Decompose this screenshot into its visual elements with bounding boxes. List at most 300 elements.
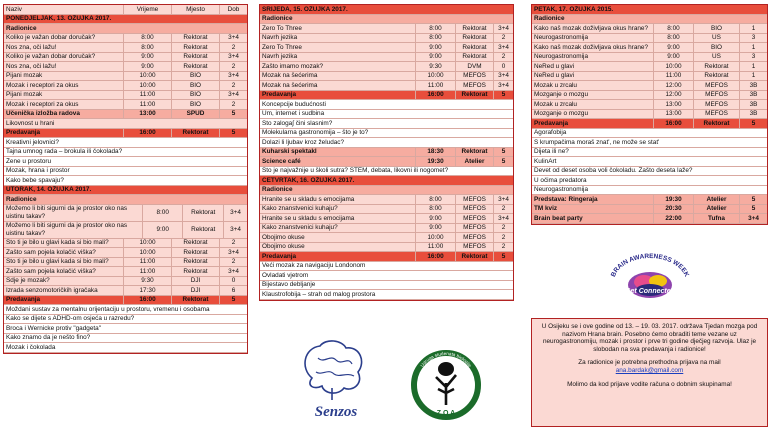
event-name: Mozak na šećerima [262,81,318,89]
event-time: 11:00 [653,72,693,81]
section-heading [532,15,767,25]
day-heading [532,5,767,15]
table-row [532,53,767,63]
table-row [260,252,513,262]
event-name: Kreativni jelovnici? [6,138,59,146]
table-row [260,233,513,243]
header-name: Naziv [6,5,22,13]
event-time: 9:00 [415,53,455,62]
event-place: BIO [171,91,219,100]
event-name: Moždani sustav za mentalnu orijentaciju u prostoru, vremenu i osobama [6,305,210,313]
event-age: 3+4 [739,214,767,223]
event-name: Kako znanstvenici kuhaju? [262,205,338,213]
event-time: 9:00 [123,62,171,71]
event-age: 5 [493,157,513,166]
event-name: Koncepcije budućnosti [262,100,326,108]
event-place: Atelier [693,205,739,214]
table-row [4,296,247,306]
event-age: 5 [219,110,247,119]
event-name: Brain beat party [534,214,583,222]
event-age: 3+4 [493,214,513,223]
event-place: UŠ [693,53,739,62]
event-time: 22:00 [653,214,693,223]
brain-awareness-week-logo [604,252,696,304]
event-name: Žene u prostoru [6,157,52,165]
event-place: MEFOS [693,110,739,119]
table-row [260,195,513,205]
event-place: BIO [171,72,219,81]
event-name: Zero To Three [262,43,302,51]
event-name: S krumpačima moraš znat', ne može se stat' [534,138,660,146]
info-box [531,318,768,427]
table-row [260,72,513,82]
event-time: 16:00 [415,91,455,100]
event-place: MEFOS [455,81,493,90]
event-name: Agorafobija [534,129,567,137]
event-name: Devet od deset osoba voli čokoladu. Zašto deseta laže? [534,167,693,175]
event-time: 8:00 [123,34,171,43]
event-name: Um, internet i sudbina [262,110,325,118]
event-place: Rektorat [171,34,219,43]
table-row [532,195,767,205]
event-age: 3+4 [219,267,247,276]
event-name: Zero To Three [262,24,302,32]
event-age: 6 [219,286,247,295]
event-name: Bijestavo debljanje [262,281,316,289]
lecture-title [532,167,767,177]
lecture-title [260,129,513,139]
table-row [532,214,767,224]
event-time: 10:00 [123,72,171,81]
event-age: 3B [739,81,767,90]
event-time: 13:00 [653,110,693,119]
event-name: SRIJEDA, 15. OŽUJKA 2017. [262,5,348,13]
event-name: ČETVRTAK, 16. OŽUJKA 2017. [262,176,355,184]
event-name: Možemo li biti sigurni da je prostor oko nas uistinu takav? [6,205,128,220]
event-time: 8:00 [415,34,455,43]
header-time: Vrijeme [123,5,171,14]
event-age: 3+4 [219,72,247,81]
event-time: 8:00 [415,205,455,214]
event-time: 10:00 [123,81,171,90]
table-row [260,24,513,34]
lecture-title [532,186,767,196]
event-age: 2 [493,233,513,242]
lecture-title [4,138,247,148]
event-age: 3B [739,110,767,119]
event-time: 9:30 [123,277,171,286]
event-time: 13:00 [653,100,693,109]
event-name: Zašto sam pojela kolačić viška? [6,267,96,275]
event-age: 3 [739,53,767,62]
event-age: 1 [739,24,767,33]
event-place: MEFOS [455,195,493,204]
event-age: 1 [739,62,767,71]
lecture-title [532,157,767,167]
event-name: Neurogastronomija [534,34,588,42]
event-age: 2 [219,258,247,267]
event-place: Rektorat [693,62,739,71]
table-row [4,239,247,249]
event-age: 2 [219,62,247,71]
event-place: Rektorat [455,252,493,261]
event-place: Rektorat [171,267,219,276]
event-time: 11:00 [123,100,171,109]
event-name: Navrh jezika [262,53,298,61]
table-header [4,5,247,15]
event-time: 16:00 [123,129,171,138]
event-name: Izrada senzomotoričkih igračaka [6,286,98,294]
section-heading [260,15,513,25]
event-place: Rektorat [171,43,219,52]
lecture-title [532,176,767,186]
event-time: 9:00 [415,224,455,233]
event-age: 0 [219,277,247,286]
event-age: 5 [739,205,767,214]
table-row [4,248,247,258]
event-name: Sdje je mozak? [6,277,50,285]
event-age: 2 [493,205,513,214]
event-place: Rektorat [455,53,493,62]
schedule-friday [531,4,768,225]
event-name: PONEDJELJAK, 13. OŽUJKA 2017. [6,15,112,23]
lecture-title [4,315,247,325]
table-row [532,91,767,101]
event-place: BIO [171,81,219,90]
event-age: 3+4 [219,91,247,100]
day-heading [260,5,513,15]
event-time: 8:00 [653,24,693,33]
event-place: Tufna [693,214,739,223]
event-place: Rektorat [182,205,223,221]
event-name: Likovnost u hrani [6,119,55,127]
table-row [4,100,247,110]
event-age: 3+4 [493,24,513,33]
event-time: 18:30 [415,148,455,157]
event-place: MEFOS [455,243,493,252]
zoa-logo [410,343,482,428]
table-row [532,81,767,91]
event-age: 2 [493,34,513,43]
event-name: Predstava: Ringeraja [534,195,598,203]
table-row [260,62,513,72]
event-age: 3+4 [493,81,513,90]
table-row [532,43,767,53]
event-name: Koliko je važan dobar doručak? [6,34,96,42]
event-age: 3+4 [493,195,513,204]
lecture-title [260,167,513,177]
table-row [4,205,247,222]
event-name: Hranite se u skladu s emocijama [262,195,355,203]
table-row [4,34,247,44]
event-time: 11:00 [123,258,171,267]
event-place: UŠ [693,34,739,43]
event-age: 5 [219,296,247,305]
event-place: Rektorat [171,129,219,138]
event-name: Ovladati vjetrom [262,271,309,279]
event-name: Mozganje o mozgu [534,110,588,118]
event-age: 2 [219,239,247,248]
event-place: Rektorat [171,296,219,305]
event-name: Kako naš mozak doživljava okus hrane? [534,43,649,51]
event-place: Rektorat [455,34,493,43]
event-place: MEFOS [455,72,493,81]
day-heading [4,186,247,196]
event-name: Obojimo okuse [262,243,305,251]
lecture-title [4,148,247,158]
event-time: 8:00 [142,205,183,221]
event-time: 19:30 [415,157,455,166]
zoa-ring-text: Udruga studenata biologije [419,350,473,369]
lecture-title [532,148,767,158]
event-name: Navrh jezika [262,34,298,42]
event-age: 5 [219,129,247,138]
table-row [4,91,247,101]
event-name: Radionice [534,15,565,23]
table-row [260,81,513,91]
day-heading [4,15,247,25]
event-place: Rektorat [171,239,219,248]
event-name: Što je najvažnije u školi sutra? STEM, debata, likovni ili nogomet? [262,167,449,175]
event-time: 10:00 [123,248,171,257]
event-name: Mozak i receptori za okus [6,100,79,108]
event-place: Atelier [693,195,739,204]
table-row [260,157,513,167]
event-age: 1 [739,72,767,81]
event-place: Rektorat [455,24,493,33]
event-place: DJI [171,286,219,295]
lecture-title [4,167,247,177]
event-name: UTORAK, 14. OŽUJKA 2017. [6,186,92,194]
event-place: DVM [455,62,493,71]
table-row [4,72,247,82]
table-row [4,258,247,268]
event-place: Rektorat [171,62,219,71]
baw-arc-text: BRAIN AWARENESS WEEK [610,252,690,279]
lecture-title [4,343,247,353]
event-time: 19:30 [653,195,693,204]
event-time: 16:00 [653,119,693,128]
event-place: MEFOS [455,233,493,242]
email-link[interactable]: ana.bardak@gmail.com [615,366,684,374]
event-age: 5 [739,119,767,128]
event-name: Dolazi li ljubav kroz želudac? [262,138,345,146]
event-age: 3+4 [219,34,247,43]
table-row [260,243,513,253]
event-name: Predavanja [262,91,297,99]
event-time: 9:00 [142,222,183,238]
lecture-title [260,138,513,148]
event-place: BIO [171,100,219,109]
event-name: KulinArt [534,157,557,165]
event-name: NeRed u glavi [534,62,575,70]
event-age: 1 [739,43,767,52]
table-row [4,286,247,296]
event-place: BIO [693,24,739,33]
event-place: MEFOS [693,81,739,90]
event-age: 5 [493,148,513,157]
lecture-title [4,157,247,167]
event-time: 11:00 [415,243,455,252]
lecture-title [260,110,513,120]
event-age: 3+4 [223,205,247,221]
event-name: Radionice [262,186,293,194]
event-place: Rektorat [693,72,739,81]
baw-slogan: Get Connected [625,288,675,295]
table-row [4,267,247,277]
event-time: 8:00 [415,24,455,33]
lecture-title [4,324,247,334]
event-place: Rektorat [171,248,219,257]
event-time: 9:00 [653,53,693,62]
event-name: Kako bebe spavaju? [6,176,64,184]
event-name: Obojimo okuse [262,233,305,241]
table-row [260,224,513,234]
event-place: MEFOS [455,214,493,223]
table-row [260,91,513,101]
table-row [4,277,247,287]
section-heading [4,195,247,205]
event-time: 12:00 [653,91,693,100]
table-row [532,72,767,82]
table-row [532,100,767,110]
event-name: Zašto sam pojela kolačić viška? [6,248,96,256]
event-name: PETAK, 17. OŽUJKA 2015. [534,5,614,13]
table-row [260,34,513,44]
event-time: 13:00 [123,110,171,119]
event-age: 5 [493,252,513,261]
event-age: 2 [493,243,513,252]
event-name: Science café [262,157,301,165]
event-place: BIO [693,43,739,52]
event-name: Učenička izložba radova [6,110,80,118]
event-name: Mozak u zrcalu [534,81,577,89]
event-name: Mozak i receptori za okus [6,81,79,89]
event-name: Mozak u zrcalu [534,100,577,108]
event-age: 2 [219,43,247,52]
event-age: 3B [739,100,767,109]
event-name: Nos zna, oči lažu! [6,43,57,51]
event-time: 20:30 [653,205,693,214]
lecture-title [260,290,513,300]
table-row [532,62,767,72]
event-name: Pijani mozak [6,91,43,99]
event-time: 16:00 [123,296,171,305]
table-row [532,34,767,44]
event-time: 8:00 [653,34,693,43]
event-time: 11:00 [123,267,171,276]
event-time: 9:00 [123,53,171,62]
event-age: 3+4 [219,53,247,62]
header-age: Dob [219,5,247,14]
event-age: 0 [493,62,513,71]
event-name: Nos zna, oči lažu! [6,62,57,70]
event-age: 2 [219,100,247,109]
section-heading [260,186,513,196]
lecture-title [4,305,247,315]
lecture-title [260,271,513,281]
event-name: Radionice [262,15,293,23]
lecture-title [4,176,247,186]
event-place: Rektorat [455,91,493,100]
event-age: 2 [219,81,247,90]
event-name: Možemo li biti sigurni da je prostor oko nas uistinu takav? [6,222,128,237]
table-row [532,24,767,34]
event-time: 10:00 [415,233,455,242]
event-place: Rektorat [171,53,219,62]
event-name: Mozganje o mozgu [534,91,588,99]
event-name: Koliko je važan dobar doručak? [6,53,96,61]
event-place: Rektorat [182,222,223,238]
table-row [4,81,247,91]
event-name: Što ti je bilo u glavi kada si bio mali? [6,239,109,247]
event-name: Neurogastronomija [534,186,588,194]
event-name: Kako znanstvenici kuhaju? [262,224,338,232]
event-name: Što ti je bilo u glavi kada si bio mali? [6,258,109,266]
info-intro: U Osijeku se i ove godine od 13. – 19. 03. 2017. održava Tjedan mozga pod nazivom Hrana brain. Posebno ćemo obraditi teme vezane uz neurogastronomiju, mozak i prostor i prve tri godine dječjeg razvoja. Ulaz je slobodan na sva predavanja i radionice! [541,323,758,353]
event-place: SPUD [171,110,219,119]
event-time: 8:00 [415,195,455,204]
table-row [4,222,247,239]
lecture-title [532,129,767,139]
lecture-title [260,100,513,110]
event-place: DJI [171,277,219,286]
event-place: Rektorat [171,258,219,267]
event-name: Hranite se u skladu s emocijama [262,214,355,222]
lecture-title [532,138,767,148]
section-heading [4,24,247,34]
event-name: Radionice [6,195,37,203]
event-age: 3+4 [493,43,513,52]
event-time: 9:00 [653,43,693,52]
event-name: Mozak i čokolada [6,343,56,351]
event-name: Mozak, hrana i prostor [6,167,70,175]
event-place: Atelier [455,157,493,166]
table-row [4,119,247,129]
event-name: Molekularna gastronomija – što je to? [262,129,369,137]
event-name: Radionice [6,24,37,32]
table-row [532,119,767,129]
event-name: Zašto imamo mozak? [262,62,324,70]
event-name: TM kviz [534,205,558,213]
event-name: Kako se dijete s ADHD-om osjeća u razredu? [6,315,135,323]
lecture-title [260,262,513,272]
event-time: 9:30 [415,62,455,71]
event-place: MEFOS [693,91,739,100]
table-row [260,53,513,63]
event-time: 11:00 [123,91,171,100]
event-age: 2 [493,53,513,62]
event-age: 5 [493,91,513,100]
event-name: Pijani mozak [6,72,43,80]
event-place: Rektorat [455,43,493,52]
event-time: 17:30 [123,286,171,295]
lecture-title [260,119,513,129]
table-row [4,53,247,63]
event-name: Predavanja [534,119,569,127]
senzos-logo [292,338,372,423]
table-row [4,110,247,120]
event-time: 10:00 [415,72,455,81]
event-time: 10:00 [123,239,171,248]
event-time: 16:00 [415,252,455,261]
schedule-monday-tuesday [3,4,248,354]
event-name: Predavanja [262,252,297,260]
event-name: Kuharski spektakl [262,148,317,156]
table-row [4,129,247,139]
event-name: Klaustrofobija – strah od malog prostora [262,290,376,298]
event-name: Predavanja [6,296,41,304]
